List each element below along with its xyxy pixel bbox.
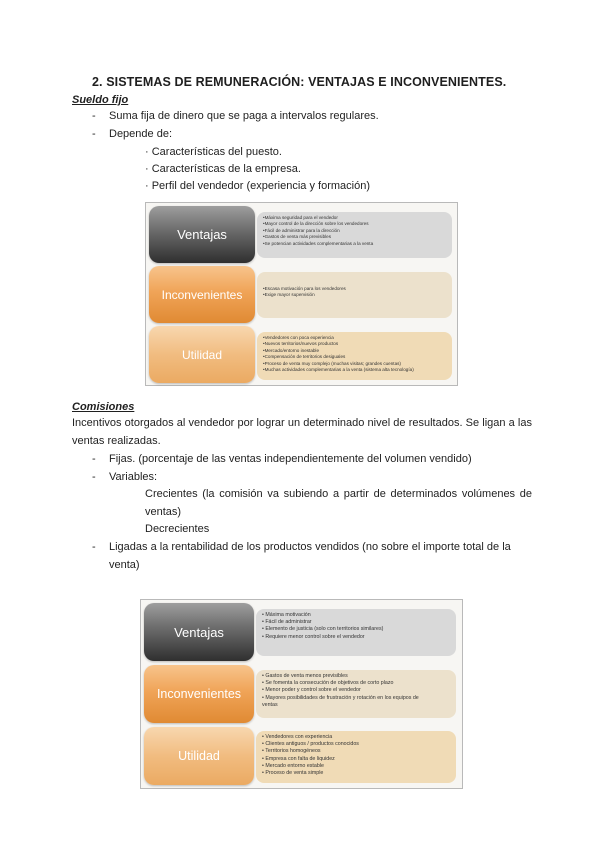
comisiones-decrecientes: Decrecientes	[145, 523, 210, 535]
inconvenientes-box	[256, 670, 456, 718]
inconvenientes-label: Inconvenientes	[144, 665, 254, 723]
inconvenientes-box	[257, 272, 452, 318]
list-item: •Proceso de venta muy complejo (muchas visitas; grandes cuentas)	[263, 360, 401, 366]
list-item: •Mayor control de la dirección sobre los vendedores	[263, 221, 369, 227]
list-item: •Muchas actividades complementarias a la venta (sistema alta tecnología)	[263, 367, 414, 373]
comisiones-title: Comisiones	[72, 401, 135, 413]
ventajas-label: Ventajas	[149, 206, 255, 263]
sueldo-fijo-sub-1: · Características del puesto.	[145, 146, 282, 158]
comisiones-variables: Variables:	[109, 471, 158, 483]
comisiones-ligadas: Ligadas a la rentabilidad de los productos vendidos (no sobre el importe total de la venta)	[109, 541, 511, 571]
comisiones-infographic	[140, 599, 463, 789]
list-dash: -	[92, 453, 96, 465]
section-title: 2. SISTEMAS DE REMUNERACIÓN: VENTAJAS E INCONVENIENTES.	[92, 75, 507, 89]
comisiones-crecientes: Crecientes (la comisión va subiendo a partir de determinados volúmenes de ventas)	[145, 488, 532, 518]
list-item: •Se potencian actividades complementarias a la venta	[263, 240, 374, 246]
utilidad-box	[257, 332, 452, 380]
list-item: •Gastos de venta más previsibles	[263, 234, 331, 240]
list-item: • Menor poder y control sobre el vendedor	[262, 687, 361, 694]
list-item: • Mayores posibilidades de frustración y rotación en los equipos de	[262, 694, 419, 701]
list-item: • Requiere menor control sobre el vendedor	[262, 633, 365, 640]
sueldo-fijo-infographic	[145, 202, 458, 386]
list-item: • Clientes antiguos / productos conocidos	[262, 741, 359, 748]
list-item: •Compensación de territorios desiguales	[263, 354, 346, 360]
list-item: • Elemento de justicia (solo con territorios similares)	[262, 626, 384, 633]
list-item: •Exige mayor supervisión	[263, 292, 315, 298]
comisiones-fijas: Fijas. (porcentaje de las ventas independientemente del volumen vendido)	[109, 453, 472, 465]
list-item: • Se fomenta la consecución de objetivos de corto plazo	[262, 680, 394, 687]
comisiones-intro: Incentivos otorgados al vendedor por lograr un determinado nivel de resultados. Se ligan a las ventas realizadas.	[72, 417, 532, 447]
list-item: • Empresa con falta de liquidez	[262, 755, 335, 762]
list-item: • Máxima motivación	[262, 612, 311, 618]
list-dash: -	[92, 541, 96, 553]
list-item: •Nuevos territorios/nuevos productos	[263, 341, 339, 347]
utilidad-label: Utilidad	[144, 727, 254, 785]
sueldo-fijo-title: Sueldo fijo	[72, 94, 129, 106]
sueldo-fijo-bullet-1: Suma fija de dinero que se paga a intervalos regulares.	[109, 110, 379, 122]
list-item: •Escasa motivación para los vendedores	[263, 286, 346, 291]
list-item: ventas	[262, 701, 278, 708]
ventajas-box	[257, 212, 452, 258]
list-item: • Mercado entorno estable	[262, 762, 324, 769]
list-dash: -	[92, 110, 96, 122]
list-item: • Proceso de venta simple	[262, 770, 324, 777]
list-item: • Territorios homogéneos	[262, 748, 321, 755]
sueldo-fijo-bullet-2: Depende de:	[109, 128, 172, 140]
list-dash: -	[92, 471, 96, 483]
list-dash: -	[92, 128, 96, 140]
sueldo-fijo-sub-3: · Perfil del vendedor (experiencia y formación)	[145, 180, 370, 192]
utilidad-box	[256, 731, 456, 783]
list-item: •Mercado/entorno inestable	[263, 347, 320, 353]
list-item: • Fácil de administrar	[262, 619, 312, 626]
list-item: •Fácil de administrar para la dirección	[263, 227, 340, 233]
utilidad-label: Utilidad	[149, 326, 255, 383]
ventajas-label: Ventajas	[144, 603, 254, 661]
list-item: • Vendedores con experiencia	[262, 734, 333, 740]
sueldo-fijo-sub-2: · Características de la empresa.	[145, 163, 301, 175]
list-item: • Gastos de venta menos previsibles	[262, 673, 348, 679]
list-item: •Máxima seguridad para el vendedor	[263, 215, 338, 220]
inconvenientes-label: Inconvenientes	[149, 266, 255, 323]
list-item: •Vendedores con poca experiencia	[263, 335, 334, 340]
ventajas-box	[256, 609, 456, 656]
